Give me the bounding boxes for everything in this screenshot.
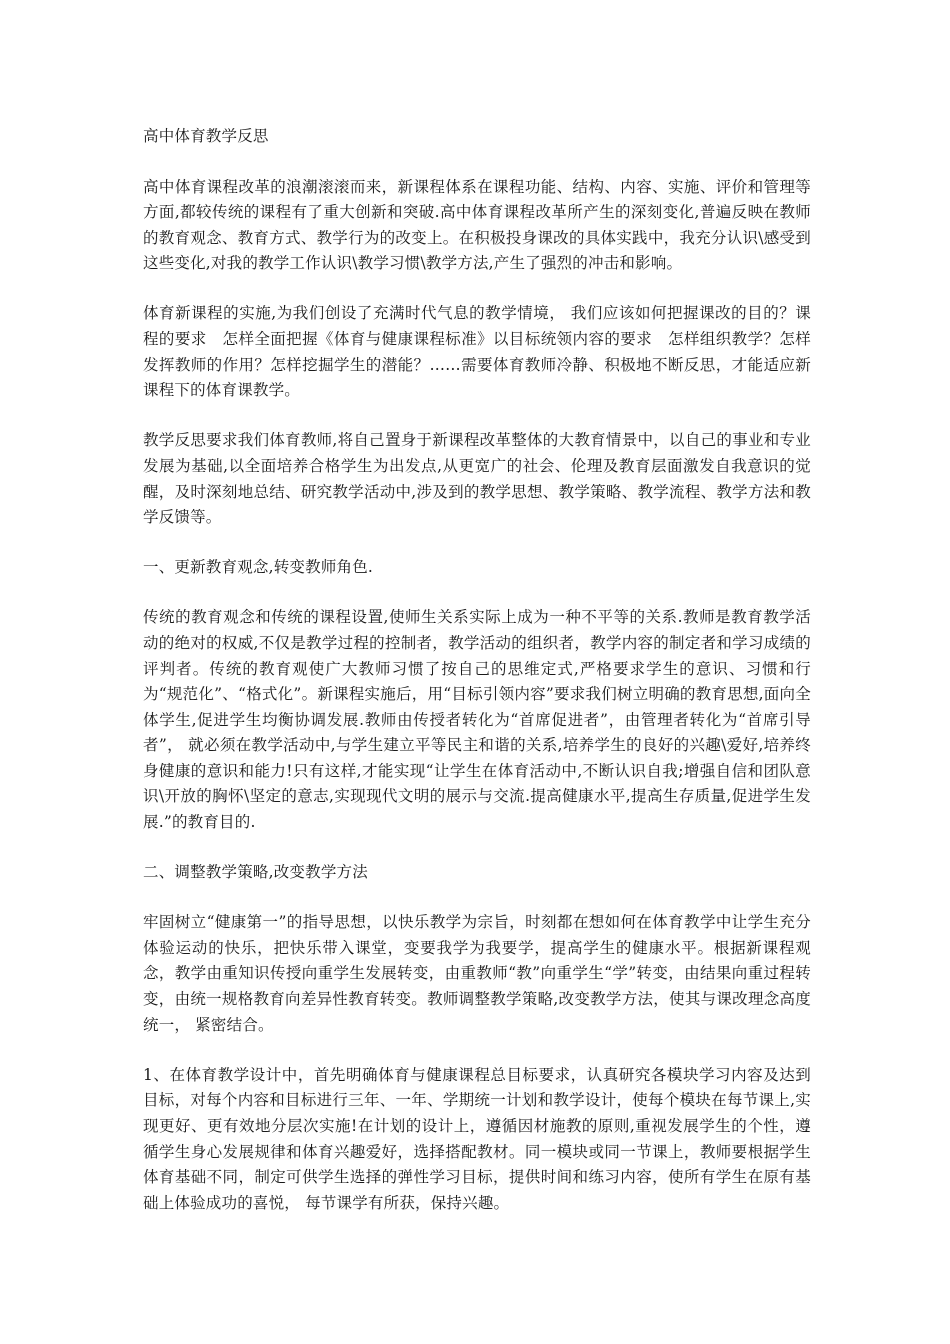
item-1-paragraph: 1、在体育教学设计中，首先明确体育与健康课程总目标要求，认真研究各模块学习内容及达到目标，对每个内容和目标进行三年、一年、学期统一计划和教学设计，使每个模块在每节课上,实现更好、更有效地分层次实施!在计划的设计上，遵循因材施教的原则,重视发展学生的个性，遵循学生身心发展规律和体育兴趣爱好，选择搭配教材。同一模块或同一节课上，教师要根据学生体育基础不同，制定可供学生选择的弹性学习目标，提供时间和练习内容，使所有学生在原有基础上体验成功的喜悦， 每节课学有所获，保持兴趣。	[143, 1065, 811, 1212]
curriculum-questions-paragraph: 体育新课程的实施,为我们创设了充满时代气息的教学情境， 我们应该如何把握课改的目的？课程的要求 怎样全面把握《体育与健康课程标准》以目标统领内容的要求 怎样组织教学？怎样发挥教师的作用？怎样挖掘学生的潜能？……需要体育教师冷静、积极地不断反思，才能适应新课程下的体育课教学。	[143, 304, 811, 400]
section-2-heading: 二、调整教学策略,改变教学方法	[143, 863, 368, 882]
document-body	[143, 124, 811, 1241]
section-1-heading: 一、更新教育观念,转变教师角色.	[143, 558, 374, 577]
section-2-body: 牢固树立“健康第一”的指导思想，以快乐教学为宗旨，时刻都在想如何在体育教学中让学生充分体验运动的快乐，把快乐带入课堂，变要我学为我要学，提高学生的健康水平。根据新课程观念，教学由重知识传授向重学生发展转变，由重教师“教”向重学生“学”转变，由结果向重过程转变，由统一规格教育向差异性教育转变。教师调整教学策略,改变教学方法，使其与课改理念高度统一， 紧密结合。	[143, 913, 811, 1034]
document-title: 高中体育教学反思	[143, 127, 269, 145]
reflection-requirement-paragraph: 教学反思要求我们体育教师,将自己置身于新课程改革整体的大教育情景中，以自己的事业和专业发展为基础,以全面培养合格学生为出发点,从更宽广的社会、伦理及教育层面激发自我意识的觉醒，及时深刻地总结、研究教学活动中,涉及到的教学思想、教学策略、教学流程、教学方法和教学反馈等。	[143, 431, 811, 527]
intro-paragraph: 高中体育课程改革的浪潮滚滚而来，新课程体系在课程功能、结构、内容、实施、评价和管理等方面,都较传统的课程有了重大创新和突破.高中体育课程改革所产生的深刻变化,普遍反映在教师的教育观念、教育方式、教学行为的改变上。在积极投身课改的具体实践中，我充分认识\感受到这些变化,对我的教学工作认识\教学习惯\教学方法,产生了强烈的冲击和影响。	[143, 177, 811, 273]
section-1-body: 传统的教育观念和传统的课程设置,使师生关系实际上成为一种不平等的关系.教师是教育教学活动的绝对的权威,不仅是教学过程的控制者，教学活动的组织者，教学内容的制定者和学习成绩的评判者。传统的教育观使广大教师习惯了按自己的思维定式,严格要求学生的意识、习惯和行为“规范化”、“格式化”。新课程实施后，用“目标引领内容”要求我们树立明确的教育思想,面向全体学生,促进学生均衡协调发展.教师由传授者转化为“首席促进者”，由管理者转化为“首席引导者”， 就必须在教学活动中,与学生建立平等民主和谐的关系,培养学生的良好的兴趣\爱好,培养终身健康的意识和能力!只有这样,才能实现“让学生在体育活动中,不断认识自我;增强自信和团队意识\开放的胸怀\坚定的意志,实现现代文明的展示与交流.提高健康水平,提高生存质量,促进学生发展.”的教育目的.	[143, 608, 811, 832]
